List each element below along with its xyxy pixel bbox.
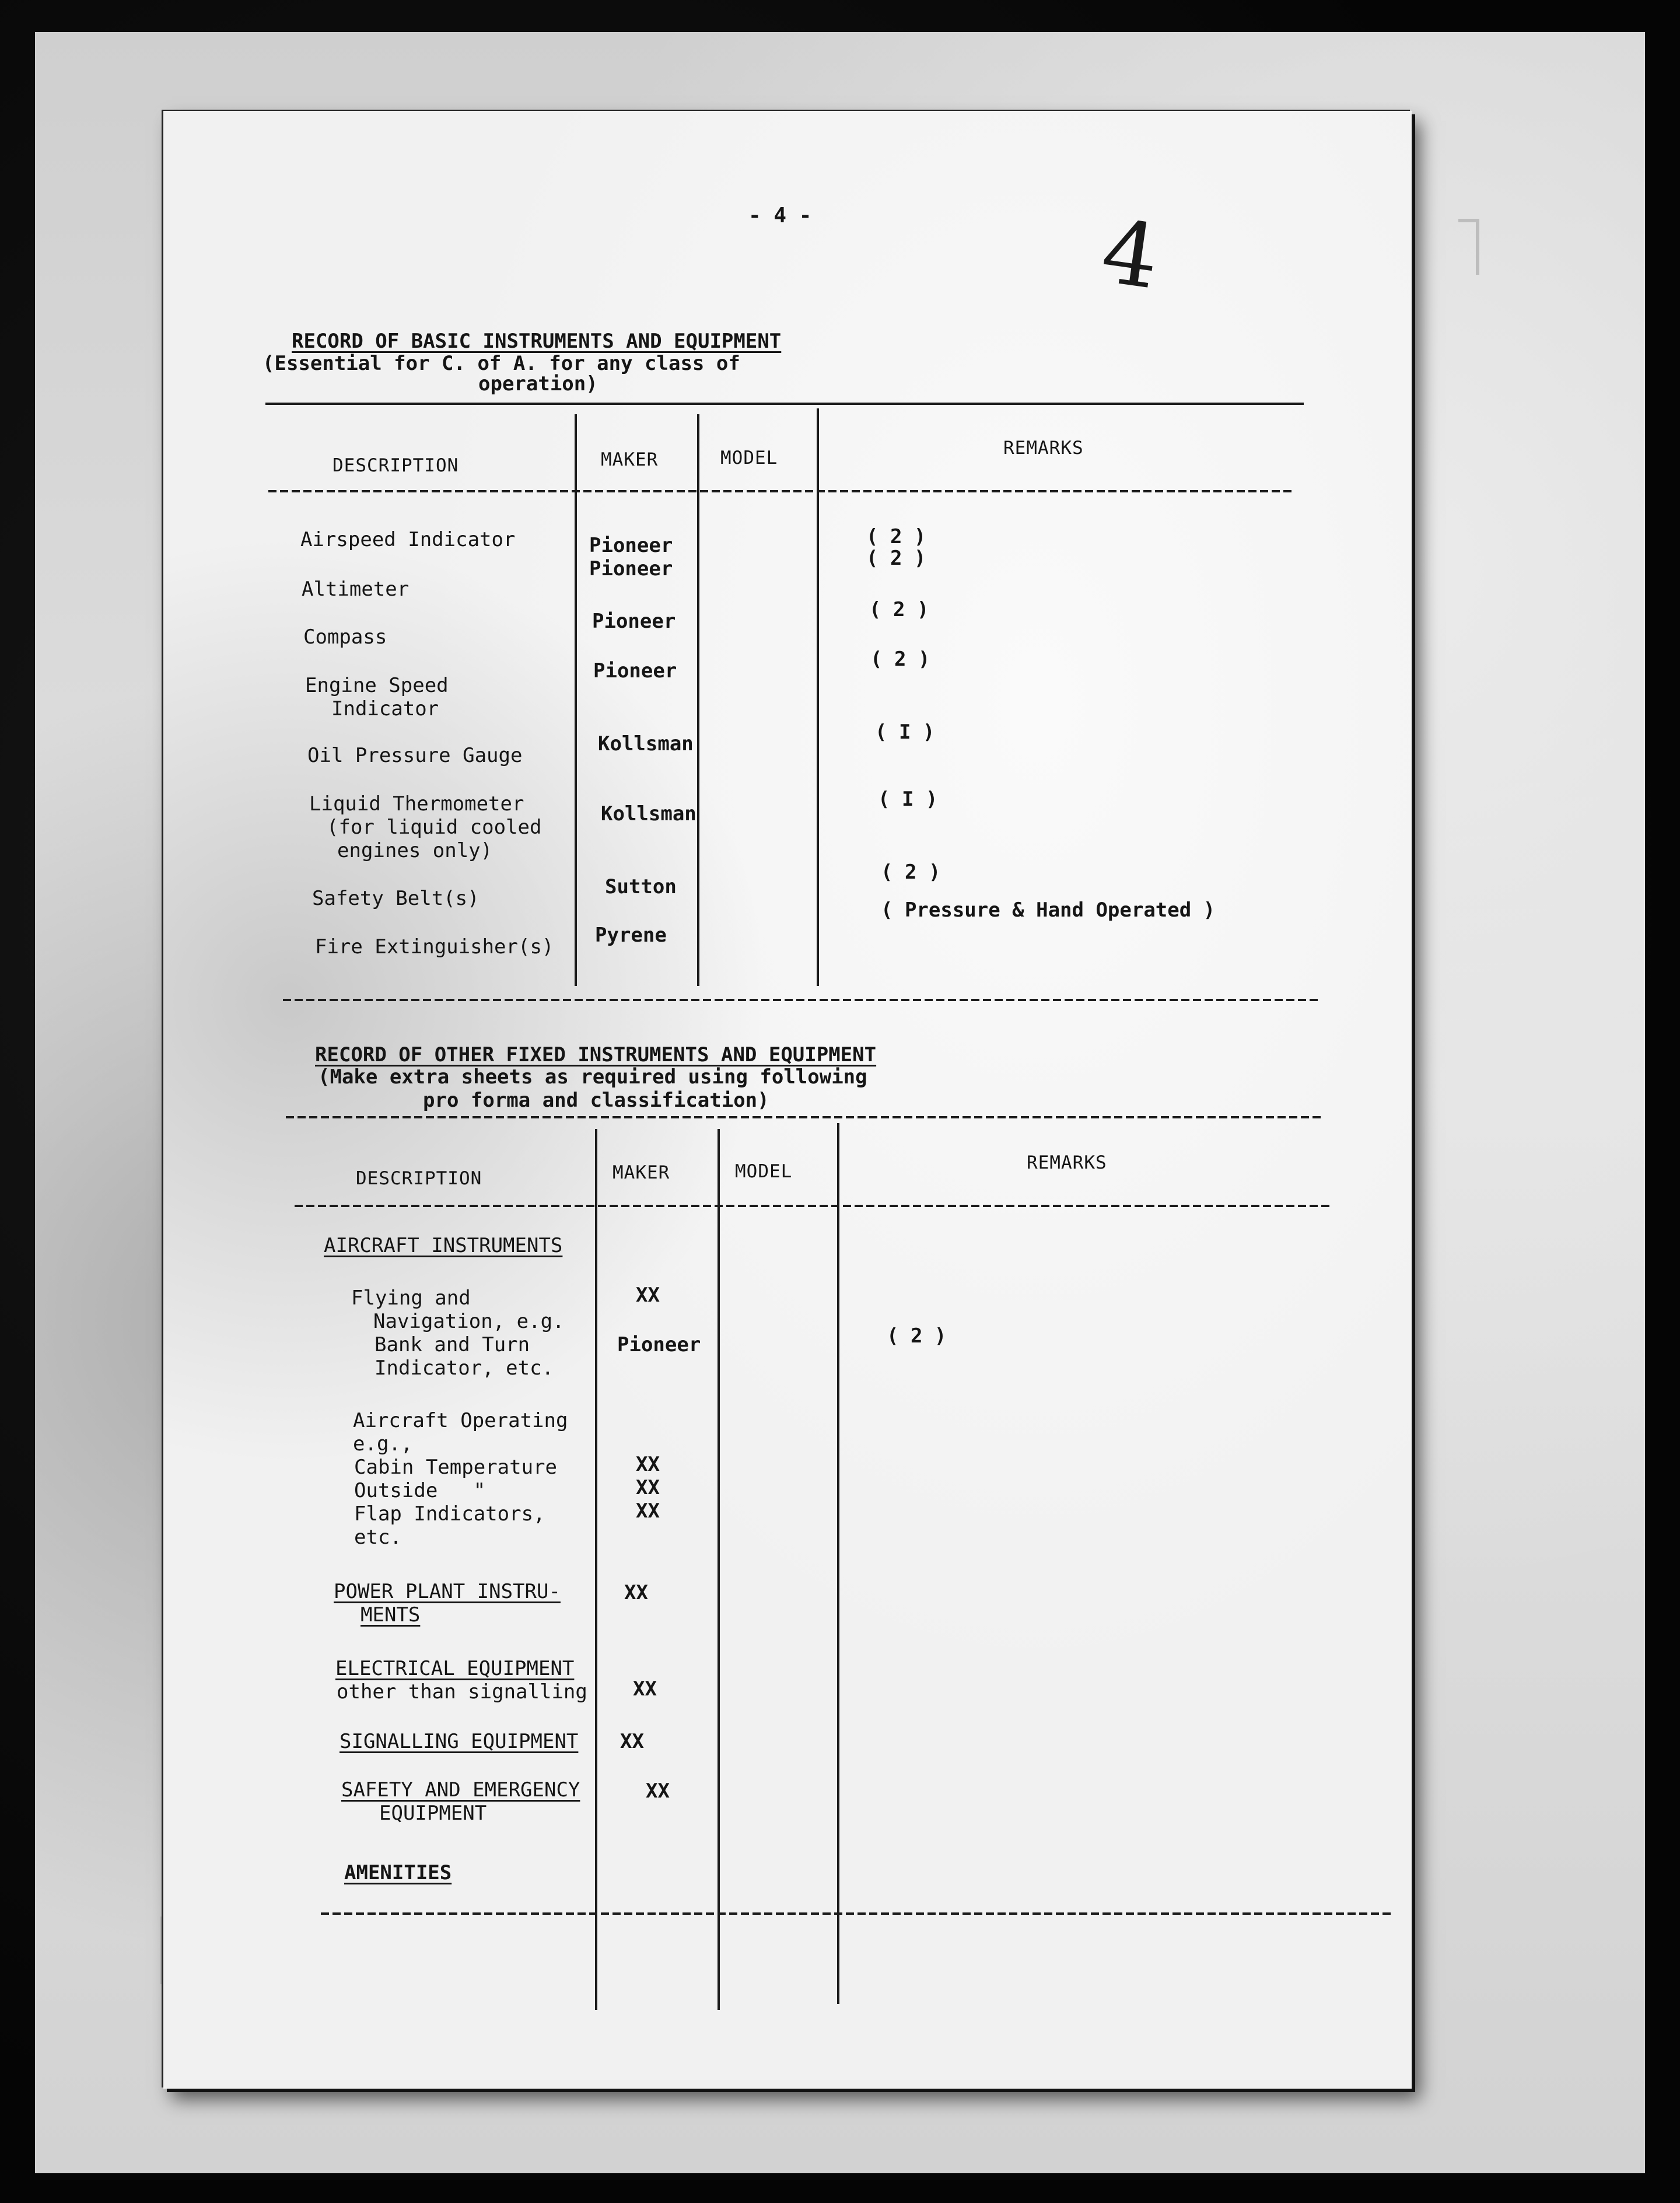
safety-maker: XX — [646, 1779, 670, 1803]
section2-header-description: DESCRIPTION — [356, 1168, 482, 1189]
section1-title: RECORD OF BASIC INSTRUMENTS AND EQUIPMENT — [292, 330, 782, 353]
signalling-maker: XX — [620, 1730, 644, 1753]
section2-col-divider-2 — [718, 1129, 720, 2010]
row-maker: Kollsman — [598, 732, 694, 756]
operating-maker-2: XX — [636, 1476, 660, 1499]
row-maker: Pyrene — [595, 924, 667, 947]
row-description: Fire Extinguisher(s) — [315, 935, 554, 959]
row-description: Engine Speed — [305, 674, 449, 697]
section1-col-divider-2 — [697, 414, 699, 986]
safety-subheading: EQUIPMENT — [379, 1802, 487, 1825]
handwritten-mark: 4 — [1096, 201, 1166, 309]
operating-maker-3: XX — [636, 1499, 660, 1523]
operating-line-4: Outside " — [354, 1479, 486, 1502]
section2-col-divider-3 — [837, 1123, 839, 2004]
power-plant-heading-1: POWER PLANT INSTRU- — [334, 1580, 561, 1603]
flying-line-2: Navigation, e.g. — [373, 1310, 565, 1333]
row-maker: Pioneer — [592, 610, 676, 633]
row-maker: Pioneer — [589, 557, 673, 581]
section1-header-remarks: REMARKS — [1003, 438, 1084, 459]
section1-header-model: MODEL — [720, 447, 778, 468]
flying-line-4: Indicator, etc. — [374, 1356, 554, 1380]
row-description: Oil Pressure Gauge — [307, 744, 523, 767]
aircraft-instruments-heading: AIRCRAFT INSTRUMENTS — [324, 1234, 563, 1257]
electrical-subheading: other than signalling — [337, 1680, 587, 1704]
section1-col-divider-1 — [575, 414, 577, 986]
row-remarks: ( 2 ) — [869, 598, 929, 621]
row-maker: Pioneer — [589, 534, 673, 557]
section2-header-maker: MAKER — [612, 1162, 670, 1183]
operating-maker-1: XX — [636, 1453, 660, 1476]
section1-subtitle-2: operation) — [478, 372, 598, 396]
document-page — [163, 111, 1412, 2089]
section2-table-top-rule — [286, 1116, 1321, 1118]
operating-line-5: Flap Indicators, — [354, 1502, 545, 1526]
operating-line-3: Cabin Temperature — [354, 1456, 557, 1479]
flying-maker: Pioneer — [617, 1333, 701, 1356]
section2-subtitle-1: (Make extra sheets as required using following — [318, 1065, 867, 1089]
section2-table-bottom-rule — [321, 1912, 1394, 1915]
section2-col-divider-1 — [595, 1129, 597, 2010]
row-description-line3: engines only) — [337, 839, 493, 862]
flying-line-3: Bank and Turn — [374, 1333, 530, 1356]
flying-line-1: Flying and — [351, 1286, 471, 1310]
section1-col-divider-3 — [817, 408, 819, 986]
row-description-line2: (for liquid cooled — [327, 816, 542, 839]
section2-header-rule — [295, 1205, 1330, 1207]
row-remarks: ( 2 ) — [866, 547, 926, 570]
safety-heading: SAFETY AND EMERGENCY — [341, 1778, 580, 1802]
row-description-line2: Indicator — [331, 697, 439, 721]
row-maker: Kollsman — [601, 802, 696, 826]
power-plant-heading-2: MENTS — [360, 1603, 421, 1627]
section1-header-maker: MAKER — [601, 449, 659, 470]
amenities-heading: AMENITIES — [344, 1861, 452, 1884]
row-maker: Sutton — [605, 875, 677, 898]
operating-line-2: e.g., — [353, 1432, 413, 1456]
row-description: Compass — [303, 625, 387, 649]
power-plant-maker: XX — [624, 1581, 648, 1604]
flying-maker-xx: XX — [636, 1284, 660, 1307]
row-remarks: ( Pressure & Hand Operated ) — [881, 898, 1216, 922]
section1-table-bottom-rule — [283, 999, 1321, 1001]
section1-table-top-rule — [265, 403, 1304, 405]
row-description: Airspeed Indicator — [300, 528, 516, 551]
row-remarks: ( I ) — [875, 721, 935, 744]
crop-mark-top-right — [1458, 219, 1479, 275]
section2-title: RECORD OF OTHER FIXED INSTRUMENTS AND EQUIPMENT — [315, 1043, 877, 1066]
row-maker: Pioneer — [593, 659, 677, 683]
section2-header-model: MODEL — [735, 1161, 793, 1182]
row-description: Liquid Thermometer — [309, 792, 524, 816]
page-number: - 4 - — [748, 204, 812, 228]
section2-header-remarks: REMARKS — [1027, 1152, 1107, 1173]
row-remarks: ( 2 ) — [870, 648, 930, 671]
operating-line-1: Aircraft Operating — [353, 1409, 568, 1432]
row-remarks: ( 2 ) — [881, 861, 941, 884]
section2-subtitle-2: pro forma and classification) — [423, 1089, 769, 1112]
row-remarks: ( 2 ) — [866, 525, 926, 548]
electrical-heading: ELECTRICAL EQUIPMENT — [335, 1657, 575, 1680]
row-remarks: ( I ) — [878, 788, 938, 811]
signalling-heading: SIGNALLING EQUIPMENT — [340, 1730, 579, 1753]
section1-header-rule — [268, 490, 1295, 492]
row-description: Altimeter — [302, 578, 410, 601]
electrical-maker: XX — [633, 1677, 657, 1701]
section1-subtitle-1: (Essential for C. of A. for any class of — [262, 352, 740, 375]
section1-header-description: DESCRIPTION — [332, 455, 459, 476]
operating-line-6: etc. — [354, 1526, 402, 1549]
flying-remarks: ( 2 ) — [887, 1324, 947, 1348]
row-description: Safety Belt(s) — [312, 887, 480, 910]
